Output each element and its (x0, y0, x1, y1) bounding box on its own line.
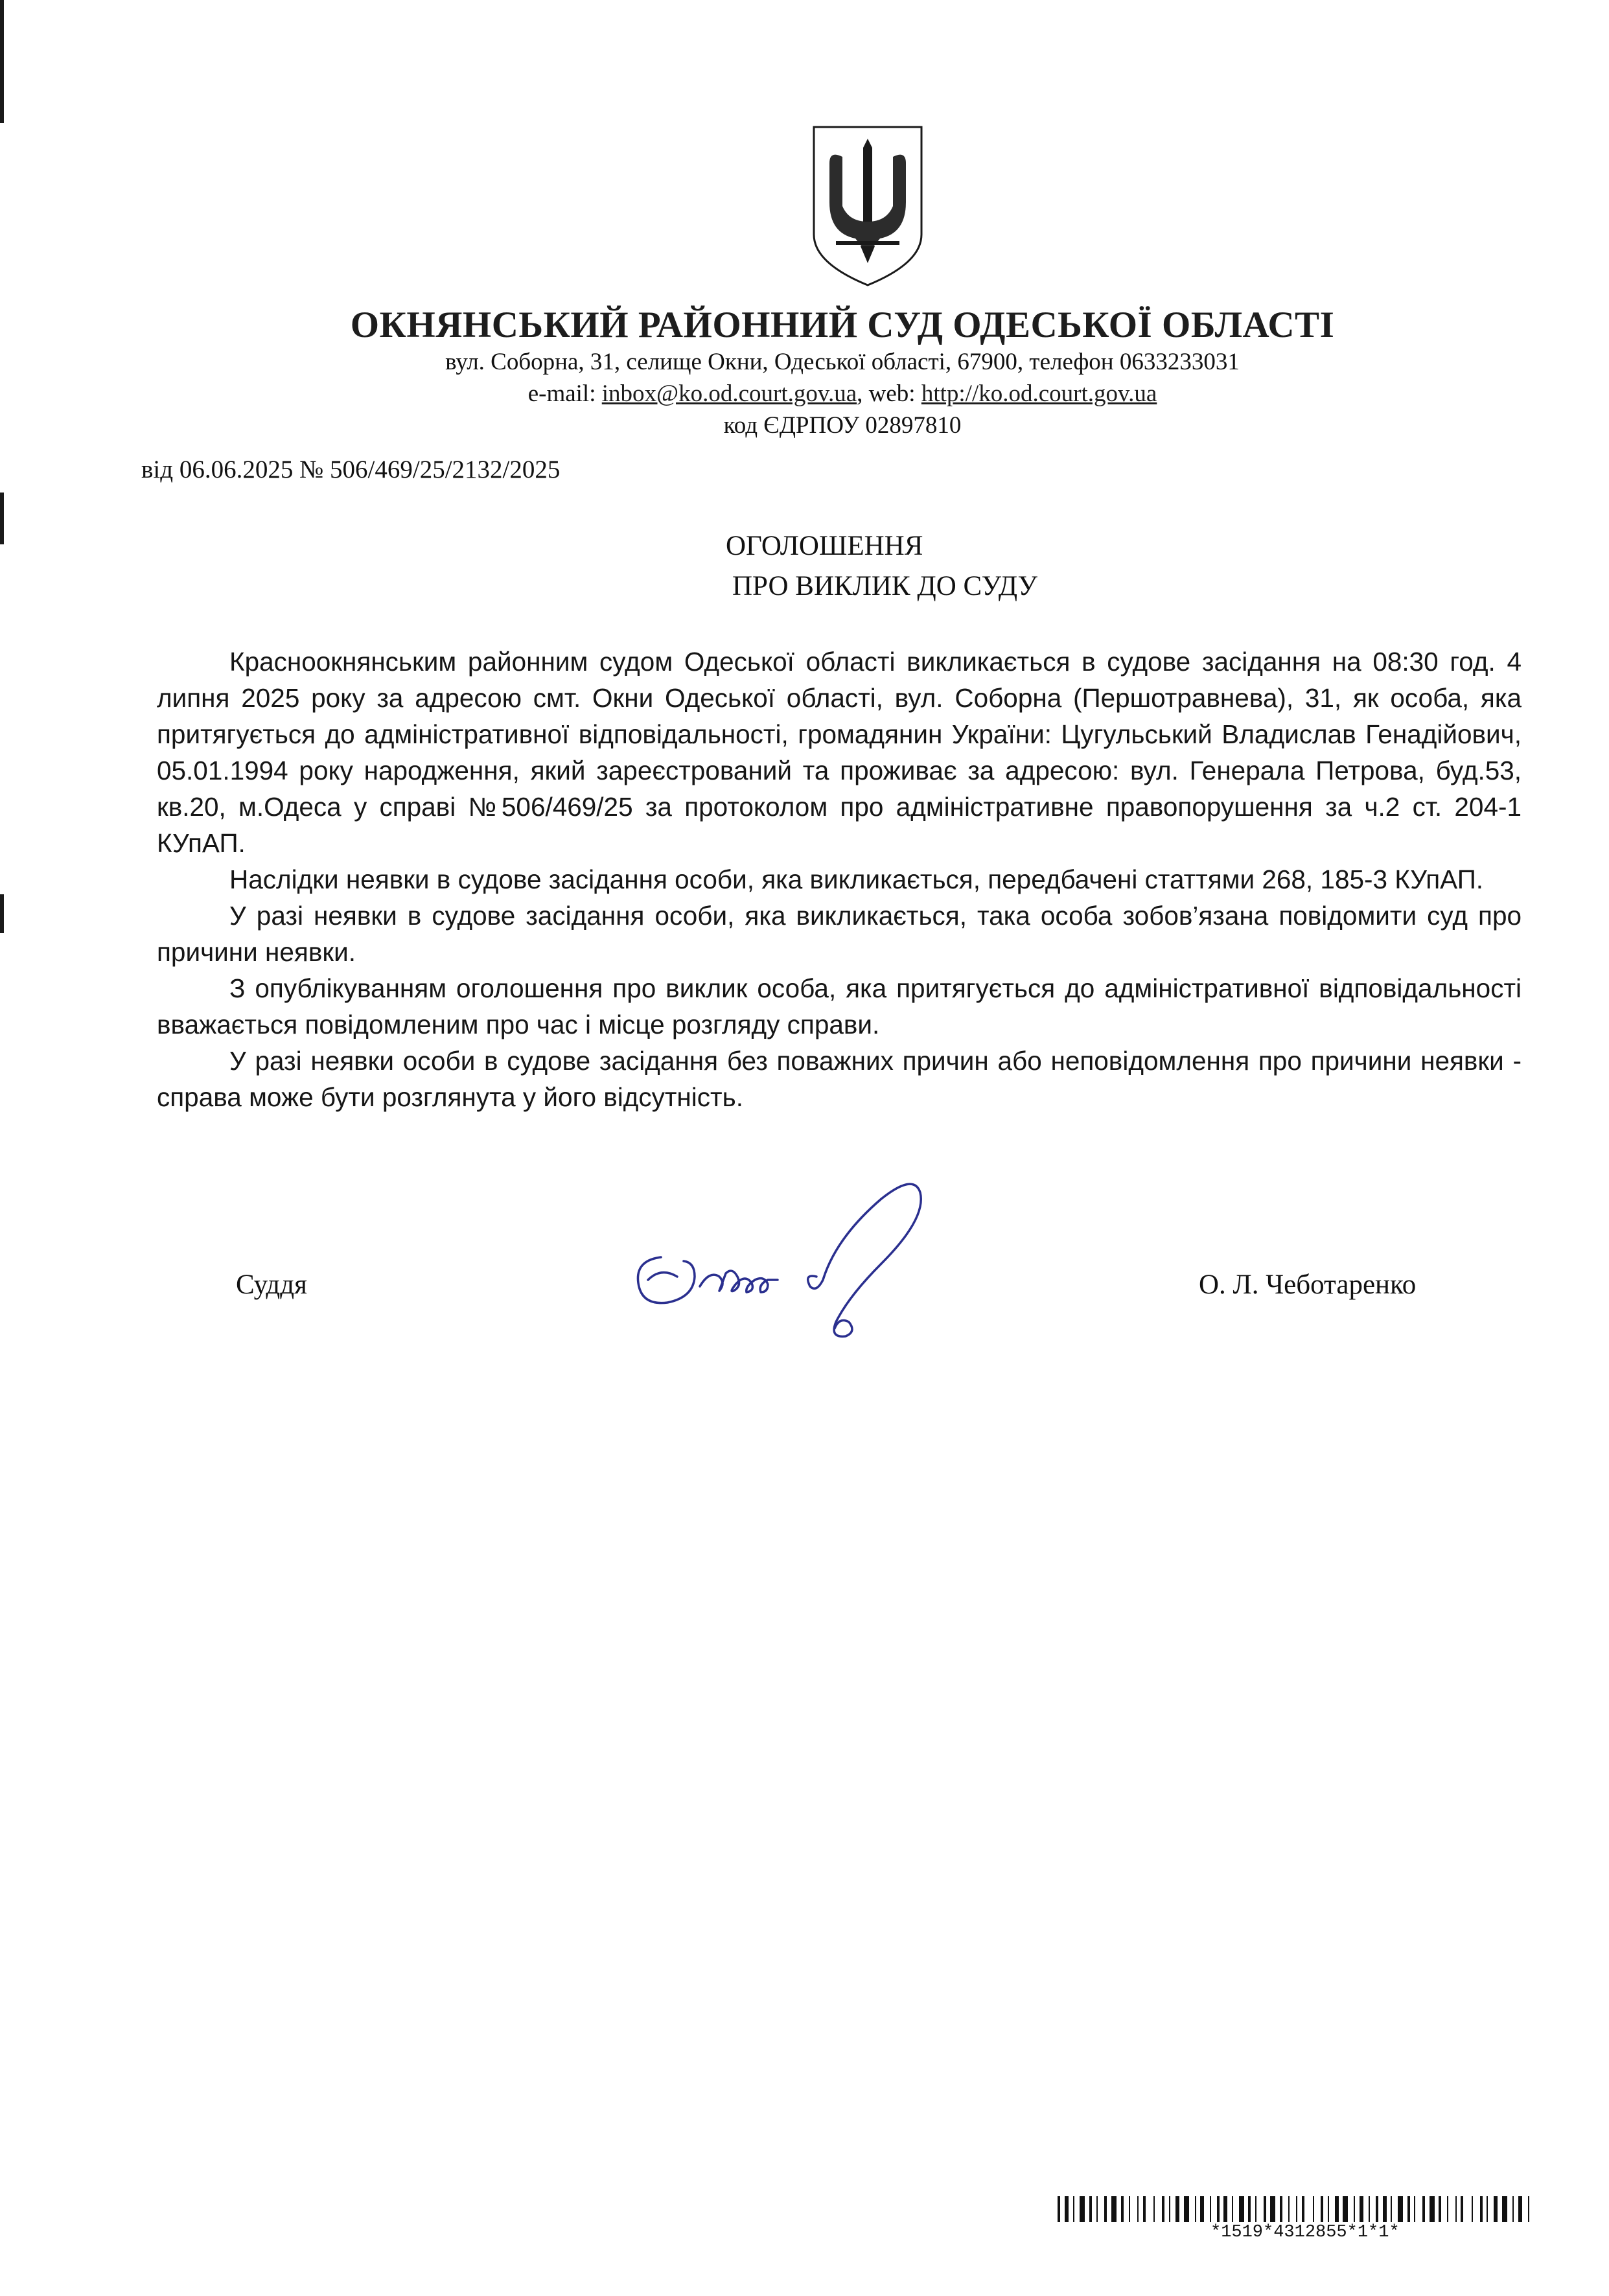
scan-edge-mark (0, 493, 4, 544)
email-label: e-mail: (527, 380, 602, 407)
document-body (157, 644, 1522, 1115)
web-label: , web: (857, 380, 921, 407)
web-link[interactable]: http://ko.od.court.gov.ua (921, 380, 1157, 407)
court-name: ОКНЯНСЬКИЙ РАЙОННИЙ СУД ОДЕСЬКОЇ ОБЛАСТІ (350, 305, 1335, 345)
handwritten-signature (622, 1147, 959, 1361)
scan-edge-mark (0, 894, 4, 933)
coat-of-arms-icon (810, 124, 925, 288)
barcode (1058, 2196, 1532, 2222)
document-reference: від 06.06.2025 № 506/469/25/2132/2025 (141, 456, 561, 483)
barcode-number: *1519*4312855*1*1* (1210, 2223, 1400, 2242)
court-address: вул. Соборна, 31, селище Окни, Одеської області, 67900, телефон 0633233031 (445, 349, 1240, 375)
judge-name: О. Л. Чеботаренко (1199, 1270, 1417, 1300)
scan-edge-mark (0, 0, 4, 123)
document-title: ОГОЛОШЕННЯ (726, 531, 923, 561)
body-paragraph: З опублікуванням оголошення про виклик особа, яка притягується до адміністративної відповідальності вважається повідомленим про час і місце розгляду справи. (157, 973, 1522, 1039)
letterhead (285, 305, 1400, 441)
body-paragraph: Наслідки неявки в судове засідання особи, яка викликається, передбачені статтями 268, 185-3 КУпАП. (229, 864, 1484, 894)
email-link[interactable]: inbox@ko.od.court.gov.ua (601, 380, 857, 407)
judge-role: Суддя (236, 1270, 307, 1300)
contact-line (285, 378, 1400, 410)
body-paragraph: У разі неявки в судове засідання особи, яка викликається, така особа зобов’язана повідомити суд про причини неявки. (157, 901, 1522, 967)
edrpou-code: код ЄДРПОУ 02897810 (723, 412, 962, 439)
body-paragraph: Красноокнянським районним судом Одеської області викликається в судове засідання на 08:30 год. 4 липня 2025 року за адресою смт. Окни Одеської області, вул. Соборна (Першотравнева), 31, як особа, яка притягується до адміністративної відповідальності, громадянин України: Цугульський Владислав Генадійович, 05.01.1994 року народження, який зареєстрований та проживає за адресою: вул. Генерала Петрова, буд.53, кв.20, м.Одеса у справі №506/469/25 за протоколом про адміністративне правопорушення за ч.2 ст. 204-1 КУпАП. (157, 647, 1522, 858)
document-subtitle: ПРО ВИКЛИК ДО СУДУ (732, 571, 1038, 601)
body-paragraph: У разі неявки особи в судове засідання без поважних причин або неповідомлення про причини неявки - справа може бути розглянута у його відсутність. (157, 1046, 1522, 1112)
